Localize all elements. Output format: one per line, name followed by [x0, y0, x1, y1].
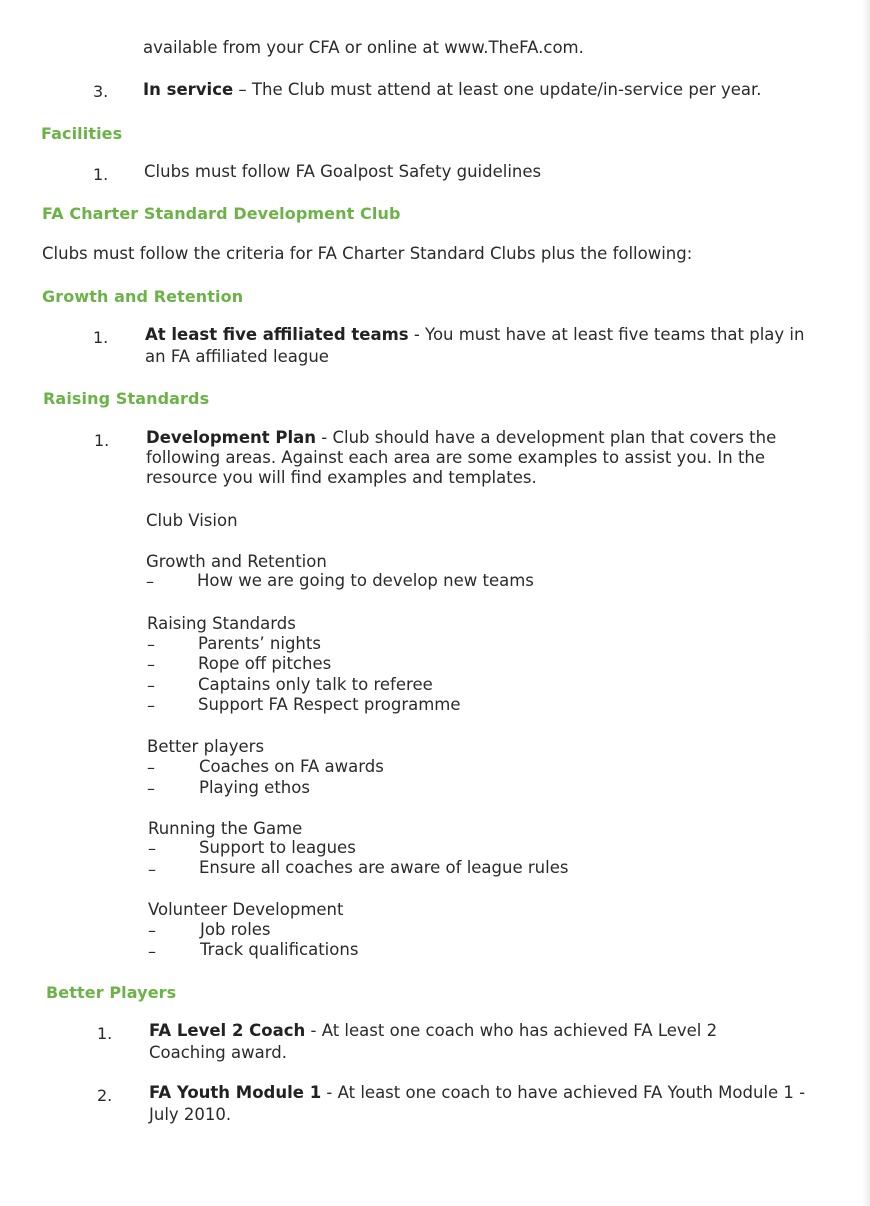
bullet-dash: – [146, 572, 154, 591]
plan-bullet: Support to leagues [199, 838, 356, 857]
bullet-dash: – [147, 779, 155, 798]
bullet-dash: – [148, 942, 156, 961]
bullet-dash: – [147, 676, 155, 695]
plan-bullet: Support FA Respect programme [198, 695, 461, 714]
growth-item-line-1 [145, 325, 804, 345]
development-club-heading: FA Charter Standard Development Club [42, 204, 401, 223]
item-title: FA Youth Module 1 [149, 1083, 322, 1102]
plan-section-title: Better players [147, 737, 265, 756]
item-title: At least five affiliated teams [145, 325, 409, 344]
facilities-item: Clubs must follow FA Goalpost Safety guidelines [144, 162, 542, 181]
bullet-dash: – [147, 655, 155, 674]
better-players-item-2-line-2: July 2010. [149, 1105, 232, 1124]
list-number: 1. [94, 431, 110, 450]
plan-bullet: Captains only talk to referee [198, 675, 433, 694]
plan-bullet: Job roles [200, 920, 271, 939]
plan-bullet: Rope off pitches [198, 654, 332, 673]
better-players-item-2-line-1 [149, 1083, 805, 1103]
item-title: FA Level 2 Coach [149, 1021, 306, 1040]
list-number: 3. [93, 82, 109, 101]
plan-section-title: Raising Standards [147, 614, 296, 633]
list-number: 1. [93, 328, 109, 347]
plan-bullet: Parents’ nights [198, 634, 321, 653]
bullet-dash: – [148, 921, 156, 940]
dev-plan-line-1 [146, 428, 776, 448]
growth-item-line-2: an FA affiliated league [145, 347, 329, 366]
raising-standards-heading: Raising Standards [43, 389, 210, 408]
plan-section-title: Running the Game [148, 819, 303, 838]
item-text: - At least one coach who has achieved FA Level 2 [305, 1021, 718, 1040]
development-club-intro: Clubs must follow the criteria for FA Charter Standard Clubs plus the following: [42, 244, 693, 263]
page-edge-shadow [862, 0, 870, 1206]
growth-retention-heading: Growth and Retention [42, 287, 244, 306]
dev-plan-line-3: resource you will find examples and templates. [146, 468, 537, 487]
item-title: Development Plan [146, 428, 317, 447]
bullet-dash: – [147, 696, 155, 715]
bullet-dash: – [148, 839, 156, 858]
better-players-item-1-line-2: Coaching award. [149, 1043, 287, 1062]
list-number: 1. [93, 165, 109, 184]
plan-bullet: Track qualifications [200, 940, 359, 959]
dev-plan-line-2: following areas. Against each area are some examples to assist you. In the [146, 448, 766, 467]
facilities-heading: Facilities [41, 124, 123, 143]
better-players-item-1-line-1 [149, 1021, 717, 1041]
club-vision: Club Vision [146, 511, 238, 530]
plan-bullet: Ensure all coaches are aware of league rules [199, 858, 569, 877]
item-text: - Club should have a development plan that covers the [316, 428, 777, 447]
better-players-heading: Better Players [46, 983, 177, 1002]
plan-bullet: Coaches on FA awards [199, 757, 384, 776]
list-number: 1. [97, 1024, 113, 1043]
plan-section-title: Volunteer Development [148, 900, 344, 919]
bullet-dash: – [147, 758, 155, 777]
bullet-dash: – [148, 860, 156, 879]
top-line: available from your CFA or online at www.TheFA.com. [143, 38, 584, 57]
plan-bullet: Playing ethos [199, 778, 310, 797]
plan-section-title: Growth and Retention [146, 552, 327, 571]
item-text: – The Club must attend at least one update/in-service per year. [233, 80, 762, 99]
plan-bullet: How we are going to develop new teams [197, 571, 534, 590]
list-number: 2. [97, 1086, 113, 1105]
item-title: In service [143, 80, 234, 99]
in-service-item [143, 80, 762, 100]
item-text: - At least one coach to have achieved FA Youth Module 1 - [321, 1083, 806, 1102]
item-text: - You must have at least five teams that play in [408, 325, 805, 344]
bullet-dash: – [147, 635, 155, 654]
